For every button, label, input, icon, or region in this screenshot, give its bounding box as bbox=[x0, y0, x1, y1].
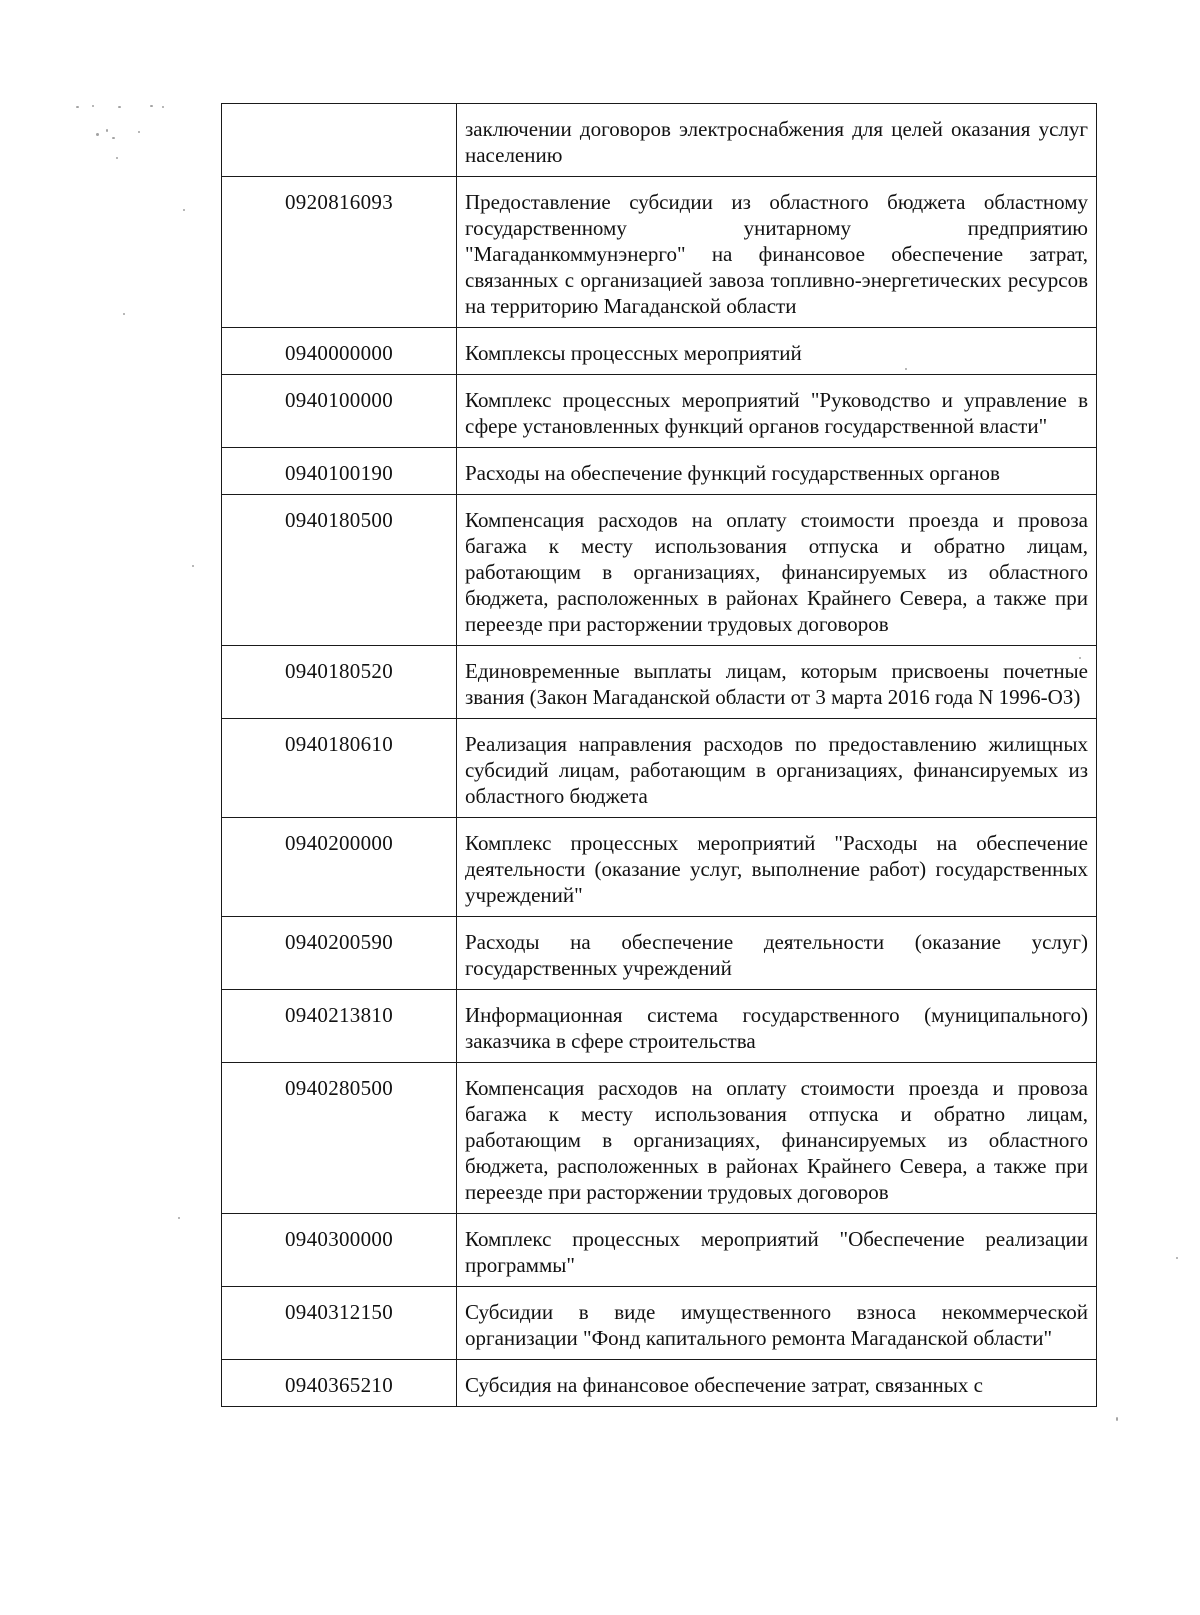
scan-speck bbox=[123, 313, 125, 315]
scan-speck bbox=[183, 209, 185, 211]
expense-description: Информационная система государственного (муниципального) заказчика в сфере строительства bbox=[457, 990, 1097, 1063]
scan-speck bbox=[118, 106, 121, 108]
table-row bbox=[222, 646, 1097, 719]
scan-speck bbox=[116, 157, 118, 159]
budget-code: 0940180500 bbox=[222, 495, 457, 646]
budget-code: 0940365210 bbox=[222, 1360, 457, 1407]
expense-description: Единовременные выплаты лицам, которым присвоены почетные звания (Закон Магаданской области от 3 марта 2016 года N 1996-ОЗ) bbox=[457, 646, 1097, 719]
table-row bbox=[222, 917, 1097, 990]
table-row bbox=[222, 719, 1097, 818]
expense-description: Расходы на обеспечение деятельности (оказание услуг) государственных учреждений bbox=[457, 917, 1097, 990]
table-row bbox=[222, 448, 1097, 495]
expense-description: Расходы на обеспечение функций государственных органов bbox=[457, 448, 1097, 495]
table-row bbox=[222, 1360, 1097, 1407]
expense-description: Комплекс процессных мероприятий "Расходы на обеспечение деятельности (оказание услуг, выполнение работ) государственных учреждений" bbox=[457, 818, 1097, 917]
scan-speck bbox=[106, 129, 108, 132]
expense-description: Компенсация расходов на оплату стоимости проезда и провоза багажа к месту использования отпуска и обратно лицам, работающим в организациях, финансируемых из областного бюджета, расположенных в районах Крайнего Севера, а также при переезде при расторжении трудовых договоров bbox=[457, 1063, 1097, 1214]
budget-codes-table bbox=[221, 103, 1097, 1407]
budget-code: 0940300000 bbox=[222, 1214, 457, 1287]
expense-description: Комплекс процессных мероприятий "Руководство и управление в сфере установленных функций органов государственной власти" bbox=[457, 375, 1097, 448]
table-row bbox=[222, 495, 1097, 646]
budget-code: 0940200000 bbox=[222, 818, 457, 917]
expense-description: Компенсация расходов на оплату стоимости проезда и провоза багажа к месту использования отпуска и обратно лицам, работающим в организациях, финансируемых из областного бюджета, расположенных в районах Крайнего Севера, а также при переезде при расторжении трудовых договоров bbox=[457, 495, 1097, 646]
budget-code bbox=[222, 104, 457, 177]
budget-code: 0940100190 bbox=[222, 448, 457, 495]
table-row bbox=[222, 1287, 1097, 1360]
table-body bbox=[222, 104, 1097, 1407]
expense-description: Реализация направления расходов по предоставлению жилищных субсидий лицам, работающим в организациях, финансируемых из областного бюджета bbox=[457, 719, 1097, 818]
expense-description: Предоставление субсидии из областного бюджета областному государственному унитарному предприятию "Магаданкоммунэнерго" на финансовое обеспечение затрат, связанных с организацией завоза топливно-энергетических ресурсов на территорию Магаданской области bbox=[457, 177, 1097, 328]
scan-speck bbox=[150, 105, 153, 107]
table-row bbox=[222, 1214, 1097, 1287]
scan-speck bbox=[76, 106, 79, 108]
table-row bbox=[222, 990, 1097, 1063]
table-row bbox=[222, 104, 1097, 177]
budget-code: 0940180610 bbox=[222, 719, 457, 818]
table-row bbox=[222, 1063, 1097, 1214]
budget-code: 0940280500 bbox=[222, 1063, 457, 1214]
table-row bbox=[222, 328, 1097, 375]
expense-description: Комплекс процессных мероприятий "Обеспечение реализации программы" bbox=[457, 1214, 1097, 1287]
scan-speck bbox=[112, 137, 115, 139]
budget-code: 0940100000 bbox=[222, 375, 457, 448]
scan-speck bbox=[138, 131, 140, 133]
scan-speck bbox=[1116, 1417, 1118, 1421]
budget-code: 0940000000 bbox=[222, 328, 457, 375]
scan-speck bbox=[1176, 1257, 1178, 1259]
expense-description: Комплексы процессных мероприятий bbox=[457, 328, 1097, 375]
expense-description: Субсидии в виде имущественного взноса некоммерческой организации "Фонд капитального ремонта Магаданской области" bbox=[457, 1287, 1097, 1360]
budget-code: 0940200590 bbox=[222, 917, 457, 990]
budget-code: 0940312150 bbox=[222, 1287, 457, 1360]
expense-description: Субсидия на финансовое обеспечение затрат, связанных с bbox=[457, 1360, 1097, 1407]
table-row bbox=[222, 375, 1097, 448]
budget-code: 0920816093 bbox=[222, 177, 457, 328]
budget-code: 0940180520 bbox=[222, 646, 457, 719]
table-row bbox=[222, 818, 1097, 917]
table-row bbox=[222, 177, 1097, 328]
expense-description: заключении договоров электроснабжения для целей оказания услуг населению bbox=[457, 104, 1097, 177]
scan-speck bbox=[92, 105, 94, 107]
scan-speck bbox=[178, 1217, 180, 1219]
scan-speck bbox=[192, 565, 194, 567]
scan-speck bbox=[162, 106, 164, 108]
budget-code: 0940213810 bbox=[222, 990, 457, 1063]
scan-speck bbox=[96, 133, 99, 136]
